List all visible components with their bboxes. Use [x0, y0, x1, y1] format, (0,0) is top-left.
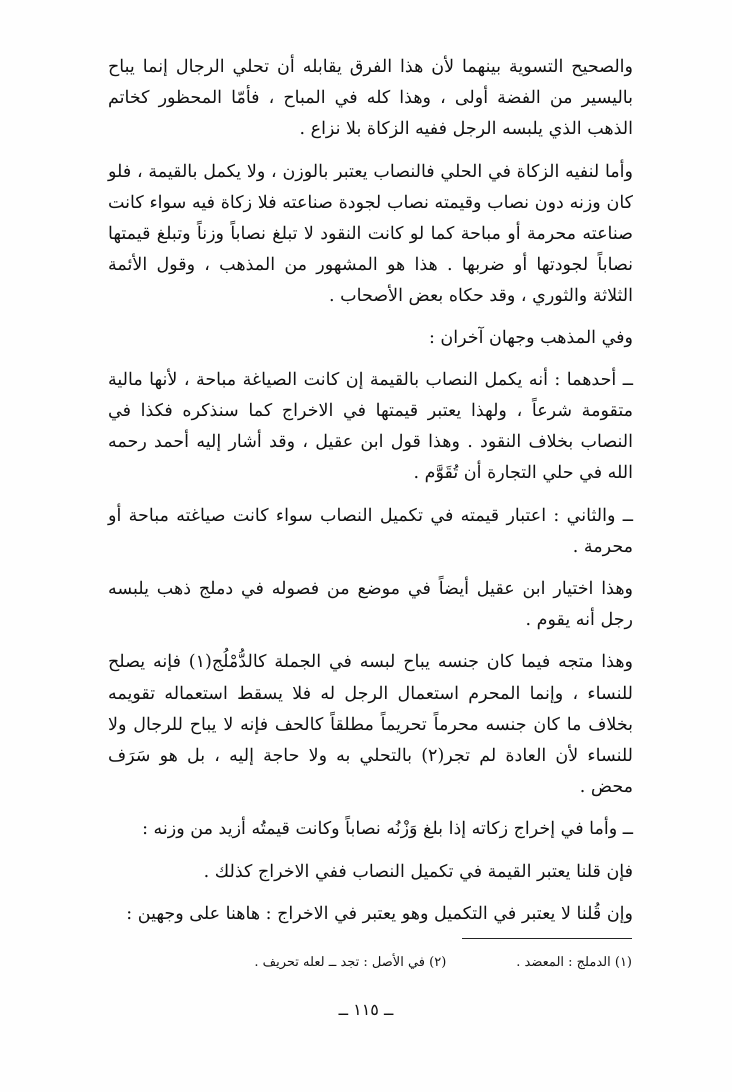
- paragraph-3: وفي المذهب وجهان آخران :: [428, 327, 633, 348]
- paragraph-5: ــ والثاني : اعتبار قيمته في تكميل النصاب سواء كانت صياغته مباحة أو محرمة .: [108, 505, 633, 557]
- paragraph-1: والصحيح التسوية بينهما لأن هذا الفرق يقابله أن تحلي الرجال إنما يباح باليسير من الفضة أولى ، وهذا كله في المباح ، فأمّا المحظور كخاتم الذهب الذي يلبسه الرجل ففيه الزكاة بلا نزاع .: [108, 57, 633, 140]
- paragraph-4: ــ أحدهما : أنه يكمل النصاب بالقيمة إن كانت الصياغة مباحة ، لأنها مالية متقومة شرعاً ، ولهذا يعتبر قيمتها في الاخراج كما سنذكره فكذا في النصاب بخلاف النقود . وهذا قول ابن عقيل ، وقد أشار إليه أحمد رحمه الله في حلي التجارة أن تُقَوَّم .: [108, 369, 633, 484]
- paragraph-9: فإن قلنا يعتبر القيمة في تكميل النصاب ففي الاخراج كذلك .: [203, 861, 633, 882]
- body-text: [108, 52, 633, 941]
- paragraph-6: وهذا اختيار ابن عقيل أيضاً في موضع من فصوله في دملج ذهب يلبسه رجل أنه يقوم .: [108, 579, 633, 631]
- page-number: ــ ١١٥ ــ: [338, 1000, 394, 1019]
- footnote-1: (١) الدملج : المعضد .: [516, 955, 632, 970]
- paragraph-8: ــ وأما في إخراج زكاته إذا بلغ وَزْنُه نصاباً وكانت قيمتُه أزيد من وزنه :: [142, 819, 633, 840]
- footnote-2: (٢) في الأصل : تجد ــ لعله تحريف .: [254, 955, 447, 970]
- footnote-divider: [462, 938, 632, 939]
- paragraph-2: وأما لنفيه الزكاة في الحلي فالنصاب يعتبر بالوزن ، ولا يكمل بالقيمة ، فلو كان وزنه دون نصاب وقيمته نصاب لجودة صناعته فلا زكاة فيه سواء كانت صناعته محرمة أو مباحة كما لو كانت النقود لا تبلغ نصاباً وزناً وتبلغ قيمتها نصاباً لجودتها أو ضربها . هذا هو المشهور من المذهب ، وقول الأئمة الثلاثة والثوري ، وقد حكاه بعض الأصحاب .: [108, 161, 633, 307]
- footnotes: [107, 955, 632, 970]
- paragraph-10: وإن قُلنا لا يعتبر في التكميل وهو يعتبر في الاخراج : هاهنا على وجهين :: [126, 903, 633, 924]
- paragraph-7: وهذا متجه فيما كان جنسه يباح لبسه في الجملة كالدُّمْلُج(١) فإنه يصلح للنساء ، وإنما المحرم استعمال الرجل له فلا يسقط استعماله تقويمه بخلاف ما كان جنسه محرماً تحريماً مطلقاً كالحف فإنه لا يباح للرجال ولا للنساء لأن العادة لم تجر(٢) بالتحلي به ولا حاجة إليه ، بل هو سَرَف محض .: [108, 652, 633, 798]
